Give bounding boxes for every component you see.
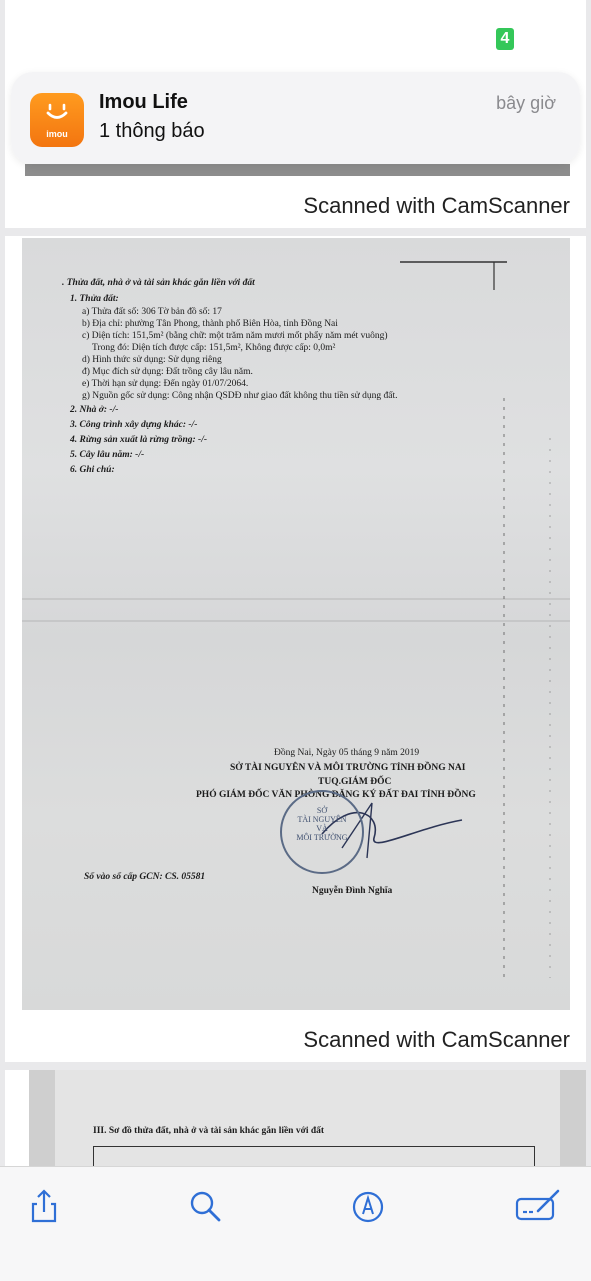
- smile-logo-icon: [45, 103, 69, 123]
- doc-section-6: 6. Ghi chú:: [70, 465, 115, 475]
- bottom-toolbar: [0, 1166, 591, 1281]
- notification-time: bây giờ: [496, 93, 556, 113]
- app-icon-label: imou: [46, 129, 68, 139]
- doc-date-line: Đồng Nai, Ngày 05 tháng 9 năm 2019: [274, 748, 420, 758]
- doc-heading: . Thửa đất, nhà ở và tài sản khác gắn liền với đất: [62, 278, 255, 288]
- doc-line-dd: đ) Mục đích sử dụng: Đất trồng cây lâu năm.: [82, 367, 253, 377]
- doc-line-a: a) Thửa đất số: 306 Tờ bản đồ số: 17: [82, 307, 222, 317]
- doc-line-g: g) Nguồn gốc sử dụng: Công nhận QSDĐ như giao đất không thu tiền sử dụng đất.: [82, 391, 398, 401]
- scanned-document-image-3[interactable]: [29, 1070, 586, 1166]
- share-button[interactable]: [24, 1187, 64, 1227]
- doc-org-line: SỞ TÀI NGUYÊN VÀ MÔI TRƯỜNG TỈNH ĐỒNG NAI: [230, 763, 466, 773]
- status-badge: 4: [496, 28, 514, 50]
- search-icon: [186, 1187, 226, 1227]
- document-rule-lines: [22, 238, 570, 1010]
- doc-tuq-line: TUQ.GIÁM ĐỐC: [318, 777, 392, 787]
- doc-registry-line: Số vào sổ cấp GCN: CS. 05581: [84, 872, 206, 882]
- doc-deputy-line: PHÓ GIÁM ĐỐC VĂN PHÒNG ĐĂNG KÝ ĐẤT ĐAI TỈNH ĐỒNG: [196, 790, 476, 800]
- camscanner-watermark: Scanned with CamScanner: [303, 193, 570, 218]
- search-button[interactable]: [186, 1187, 226, 1227]
- camscanner-watermark-2: Scanned with CamScanner: [303, 1027, 570, 1052]
- status-time: 13:47: [78, 28, 140, 55]
- doc-section-4: 4. Rừng sản xuất là rừng trồng: -/-: [70, 435, 208, 445]
- notification-banner[interactable]: [11, 72, 580, 164]
- doc-section-1: 1. Thửa đất:: [70, 294, 119, 304]
- doc-section-3: 3. Công trình xây dựng khác: -/-: [70, 420, 198, 430]
- doc-signer-name: Nguyễn Đình Nghĩa: [312, 886, 393, 896]
- doc-section-2: 2. Nhà ở: -/-: [70, 405, 119, 415]
- doc-line-c2: Trong đó: Diện tích được cấp: 151,5m², Không được cấp: 0,0m²: [92, 343, 336, 353]
- doc-section-5: 5. Cây lâu năm: -/-: [70, 450, 145, 460]
- edit-button[interactable]: [514, 1185, 562, 1225]
- doc-line-c: c) Diện tích: 151,5m² (bằng chữ: một trăm năm mươi mốt phẩy năm mét vuông): [82, 331, 388, 341]
- markup-button[interactable]: [348, 1187, 388, 1227]
- share-icon: [24, 1187, 64, 1227]
- status-bar: [0, 0, 591, 70]
- edit-icon: [514, 1185, 562, 1225]
- markup-icon: [348, 1187, 388, 1227]
- scanned-document-image[interactable]: [22, 238, 570, 1010]
- official-seal: SỞ TÀI NGUYÊN VÀ MÔI TRƯỜNG: [280, 790, 364, 874]
- scan-image-1-bottom: [25, 164, 570, 176]
- notification-message: 1 thông báo: [99, 120, 205, 142]
- imou-app-icon: [30, 93, 84, 147]
- doc-line-e: e) Thời hạn sử dụng: Đến ngày 01/07/2064.: [82, 379, 249, 389]
- page-card-2: [5, 236, 586, 1062]
- doc-next-heading: III. Sơ đồ thửa đất, nhà ở và tài sản khác gắn liền với đất: [93, 1126, 325, 1136]
- doc-line-b: b) Địa chỉ: phường Tân Phong, thành phố Biên Hòa, tỉnh Đồng Nai: [82, 319, 338, 329]
- notification-title: Imou Life: [99, 91, 188, 113]
- doc-line-d: d) Hình thức sử dụng: Sử dụng riêng: [82, 355, 222, 365]
- page-card-3: [5, 1070, 586, 1166]
